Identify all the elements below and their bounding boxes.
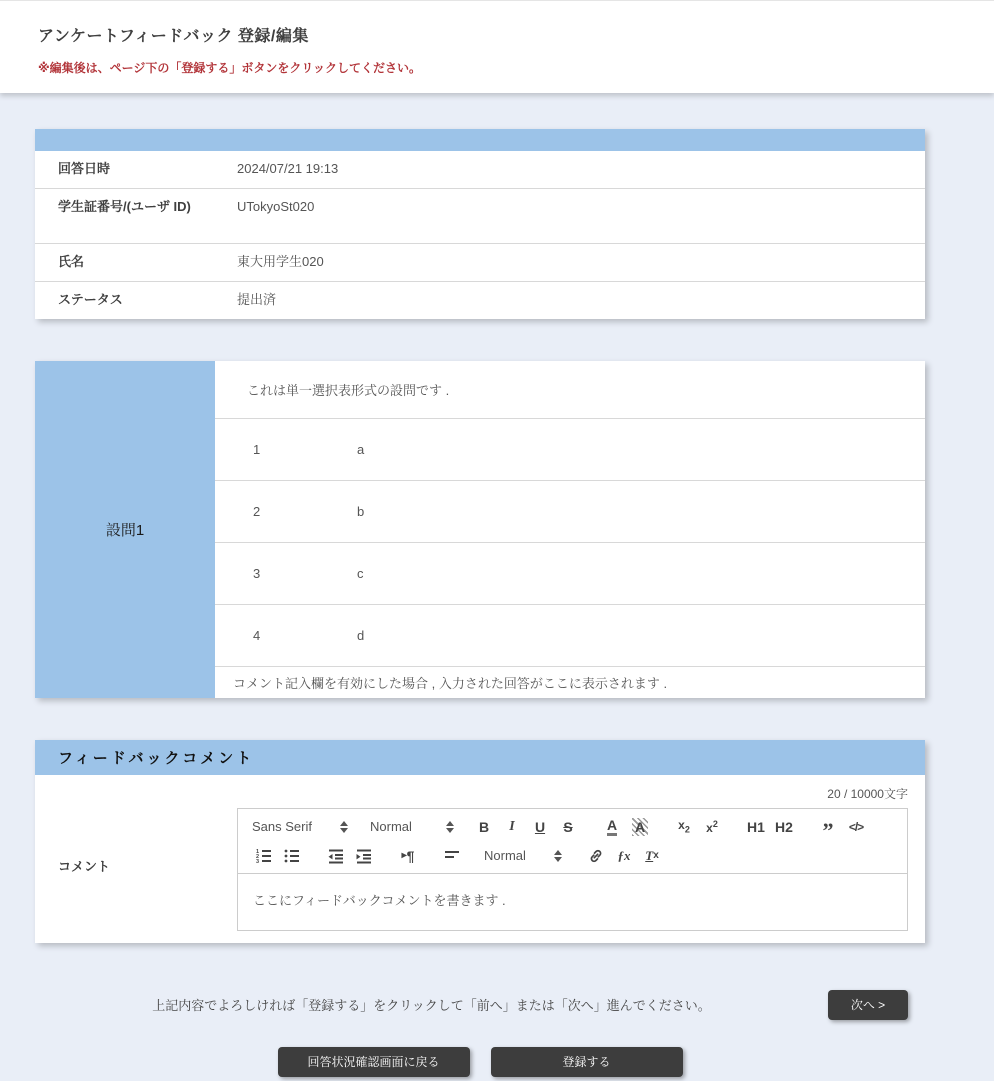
blockquote-icon[interactable]: ” bbox=[816, 816, 840, 838]
comment-editor-input[interactable]: ここにフィードバックコメントを書きます . bbox=[253, 892, 506, 908]
student-id-value: UTokyoSt020 bbox=[237, 198, 315, 214]
clear-format-icon[interactable]: T x bbox=[640, 845, 664, 867]
name-label: 氏名 bbox=[58, 253, 85, 269]
indent-icon[interactable] bbox=[352, 845, 376, 867]
name-value: 東大用学生020 bbox=[237, 253, 324, 269]
text-color-icon[interactable]: A bbox=[607, 818, 617, 836]
header2-icon[interactable]: H2 bbox=[772, 816, 796, 838]
footer-instruction-row bbox=[35, 990, 925, 1020]
ordered-list-icon[interactable] bbox=[252, 845, 276, 867]
size-picker-label: Normal bbox=[484, 848, 526, 864]
bold-icon[interactable]: B bbox=[472, 816, 496, 838]
font-picker[interactable] bbox=[252, 819, 348, 834]
outdent-icon[interactable] bbox=[324, 845, 348, 867]
choice-value: b bbox=[357, 503, 365, 519]
answer-datetime-label: 回答日時 bbox=[58, 161, 111, 176]
table-row bbox=[35, 244, 925, 282]
subscript-icon[interactable]: $x_2$ bbox=[672, 816, 696, 838]
status-label: ステータス bbox=[58, 291, 123, 307]
edit-warning-note: ※編集後は、ページ下の「登録する」ボタンをクリックしてください。 bbox=[38, 61, 421, 75]
choice-number: 1 bbox=[253, 441, 261, 457]
respondent-info-table bbox=[35, 129, 925, 319]
question-description: これは単一選択表形式の設問です . bbox=[247, 382, 450, 398]
rich-text-editor bbox=[237, 808, 908, 931]
footer-instruction: 上記内容でよろしければ「登録する」をクリックして「前へ」または「次へ」進んでください。 bbox=[152, 998, 711, 1014]
svg-text:2: 2 bbox=[256, 853, 260, 860]
heading-picker-label: Normal bbox=[370, 819, 412, 835]
choice-value: a bbox=[357, 441, 365, 457]
choice-comment-note: コメント記入欄を有効にした場合 , 入力された回答がここに表示されます . bbox=[215, 666, 925, 698]
question-content bbox=[215, 361, 925, 698]
comment-field-label: コメント bbox=[58, 858, 111, 874]
student-id-label: 学生証番号/(ユーザ ID) bbox=[58, 198, 191, 214]
bullet-list-icon[interactable] bbox=[280, 845, 304, 867]
picker-arrows-icon bbox=[446, 821, 454, 833]
table-row bbox=[35, 151, 925, 189]
superscript-icon[interactable]: $x^2$ bbox=[700, 816, 724, 838]
question-table bbox=[35, 361, 925, 698]
char-counter: 20 / 10000文字 bbox=[827, 786, 908, 801]
header1-icon[interactable]: H1 bbox=[744, 816, 768, 838]
status-value: 提出済 bbox=[237, 291, 277, 307]
register-button[interactable]: 登録する bbox=[491, 1047, 683, 1077]
choice-value: c bbox=[357, 565, 364, 581]
page-title: アンケートフィードバック 登録/編集 bbox=[38, 28, 309, 45]
svg-text:1: 1 bbox=[256, 848, 260, 855]
choice-value: d bbox=[357, 627, 365, 643]
choice-number: 4 bbox=[253, 627, 261, 643]
feedback-comment-section bbox=[35, 740, 925, 943]
code-block-icon[interactable]: </> bbox=[844, 816, 868, 838]
text-direction-icon[interactable]: ▸ ¶ bbox=[396, 845, 420, 867]
italic-icon[interactable]: I bbox=[500, 816, 524, 838]
choice-row bbox=[215, 542, 925, 604]
link-icon[interactable] bbox=[584, 845, 608, 867]
choice-row bbox=[215, 604, 925, 666]
choice-row bbox=[215, 418, 925, 480]
heading-picker[interactable] bbox=[370, 819, 454, 834]
table-row bbox=[35, 189, 925, 244]
strikethrough-icon[interactable]: S bbox=[556, 816, 580, 838]
choice-number: 3 bbox=[253, 565, 261, 581]
picker-arrows-icon bbox=[554, 850, 562, 862]
svg-text:3: 3 bbox=[256, 858, 260, 865]
info-table-header-bar bbox=[35, 129, 925, 151]
size-picker[interactable] bbox=[484, 848, 562, 863]
font-picker-label: Sans Serif bbox=[252, 819, 312, 835]
formula-icon[interactable]: ƒx bbox=[612, 845, 636, 867]
question-title-cell: 設問1 bbox=[35, 361, 215, 698]
editor-toolbar bbox=[238, 809, 907, 874]
feedback-body bbox=[35, 775, 925, 943]
footer-buttons-row bbox=[35, 1047, 925, 1077]
align-icon[interactable] bbox=[440, 845, 464, 867]
underline-icon[interactable]: U bbox=[528, 816, 552, 838]
table-row bbox=[35, 282, 925, 319]
back-to-status-button[interactable]: 回答状況確認画面に戻る bbox=[278, 1047, 470, 1077]
feedback-section-title: フィードバックコメント bbox=[35, 740, 925, 775]
picker-arrows-icon bbox=[340, 821, 348, 833]
page-header bbox=[0, 0, 994, 93]
next-button[interactable]: 次へ > bbox=[828, 990, 908, 1020]
choice-row bbox=[215, 480, 925, 542]
highlight-color-icon[interactable]: A bbox=[632, 818, 648, 836]
choice-number: 2 bbox=[253, 503, 261, 519]
main-content bbox=[35, 129, 925, 1077]
answer-datetime-value: 2024/07/21 19:13 bbox=[237, 161, 339, 176]
